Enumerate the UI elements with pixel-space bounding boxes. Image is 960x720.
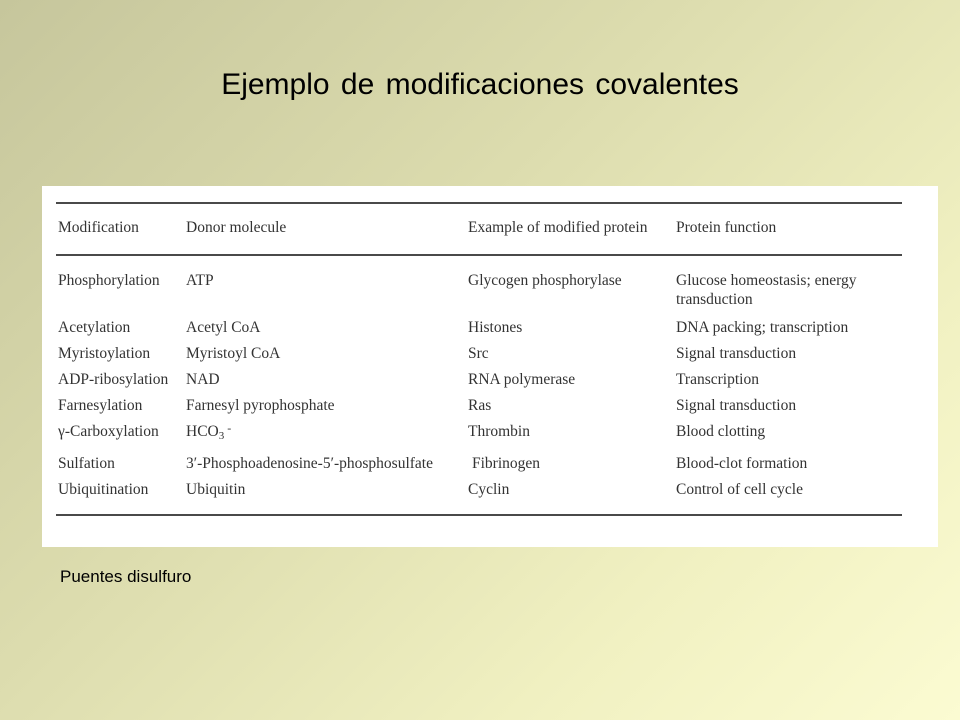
table-cell: γ-Carboxylation [58, 423, 159, 440]
table-cell: Acetylation [58, 319, 131, 336]
table-cell: NAD [186, 371, 220, 388]
table-cell: Phosphorylation [58, 272, 160, 289]
table-cell: Histones [468, 319, 523, 336]
table-cell: Ubiquitination [58, 481, 149, 498]
table-cell: Acetyl CoA [186, 319, 261, 336]
table-cell: Glycogen phosphorylase [468, 272, 622, 289]
table-cell: Src [468, 345, 489, 362]
table-cell: Farnesyl pyrophosphate [186, 397, 335, 414]
table-cell-hco3 [186, 422, 231, 446]
table-cell: Myristoyl CoA [186, 345, 281, 362]
header-example-protein: Example of modified protein [468, 219, 648, 236]
slide-title: Ejemplo de modificaciones covalentes [221, 68, 739, 101]
header-protein-function: Protein function [676, 219, 777, 236]
table-cell: Glucose homeostasis; energy transduction [676, 272, 857, 308]
modifications-table [42, 186, 938, 547]
table-cell: ATP [186, 272, 214, 289]
table-cell: DNA packing; transcription [676, 319, 849, 336]
hco3-base: HCO [186, 423, 219, 440]
table-cell: Blood clotting [676, 423, 766, 440]
table-cell: Myristoylation [58, 345, 151, 362]
table-cell: ADP-ribosylation [58, 371, 169, 388]
table-cell: Sulfation [58, 455, 115, 472]
table-cell: Fibrinogen [472, 455, 541, 472]
table-bottom-rule [56, 514, 902, 516]
table-cell: Signal transduction [676, 397, 797, 414]
table-cell: Signal transduction [676, 345, 797, 362]
table-cell: Ubiquitin [186, 481, 246, 498]
header-donor-molecule: Donor molecule [186, 219, 287, 236]
table-cell: Transcription [676, 371, 759, 388]
table-header-rule [56, 254, 902, 256]
table-top-rule [56, 202, 902, 204]
hco3-subscript: 3 [218, 430, 225, 442]
hco3-charge: - [224, 421, 232, 435]
table-cell: Farnesylation [58, 397, 143, 414]
caption-text: Puentes disulfuro [60, 567, 192, 586]
table-cell: 3′-Phosphoadenosine-5′-phosphosulfate [186, 455, 433, 472]
table-cell: Blood-clot formation [676, 455, 808, 472]
table-cell: Control of cell cycle [676, 481, 803, 498]
table-cell: Ras [468, 397, 492, 414]
table-cell: Cyclin [468, 481, 510, 498]
table-cell: RNA polymerase [468, 371, 576, 388]
header-modification: Modification [58, 219, 139, 236]
table-cell: Thrombin [468, 423, 530, 440]
